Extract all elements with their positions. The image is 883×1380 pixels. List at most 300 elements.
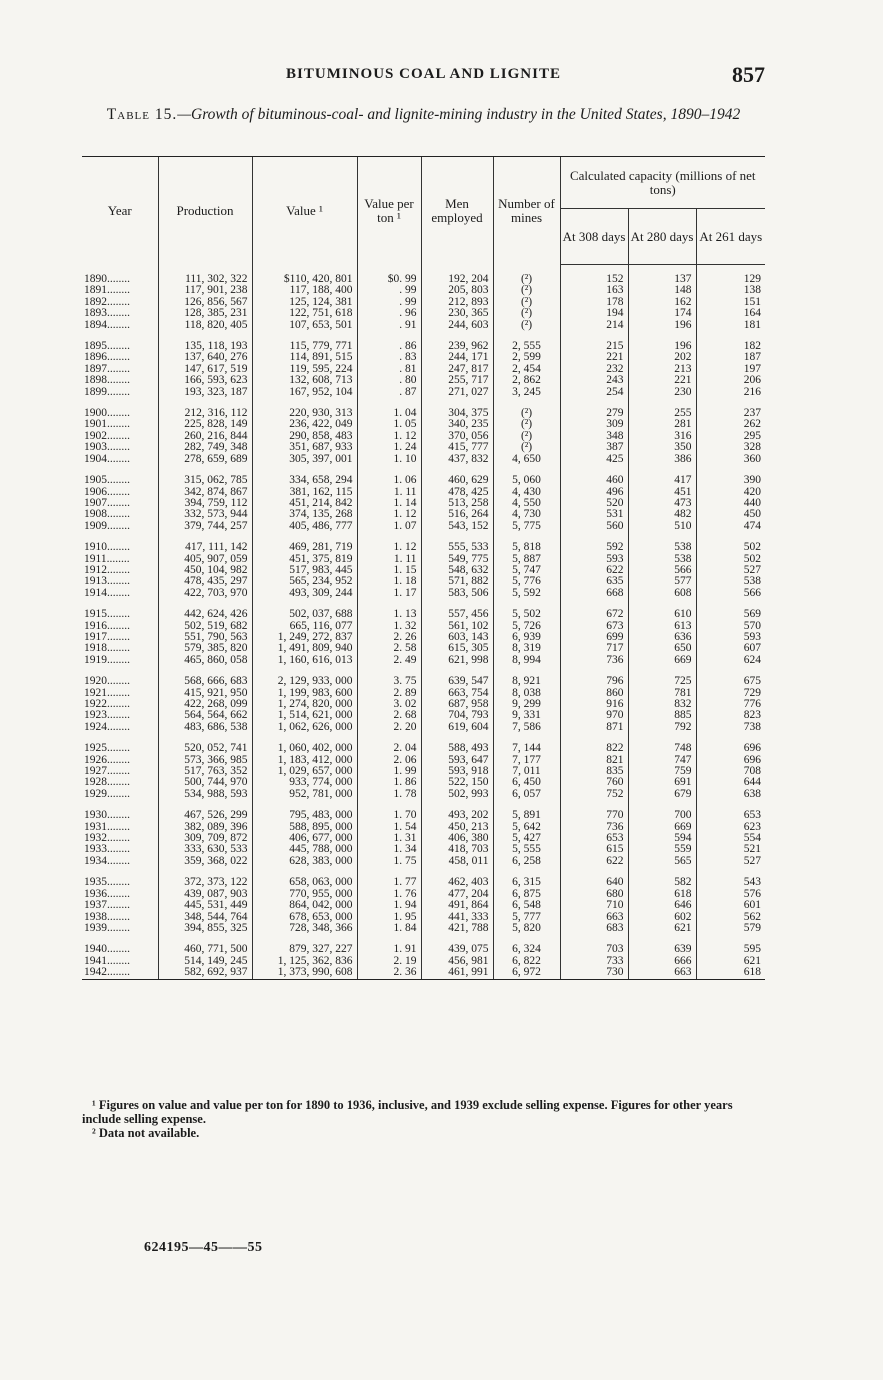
cell-production: 379, 744, 257: [158, 521, 252, 532]
year-label: 1909: [84, 520, 107, 532]
cell-number-of-mines: 6, 057: [493, 789, 560, 800]
spacer-cell: [82, 265, 158, 275]
year-label: 1913: [84, 576, 107, 588]
gap-cell: [696, 465, 765, 475]
cell-year: [82, 419, 158, 430]
table-row: [82, 408, 765, 419]
cell-number-of-mines: 4, 650: [493, 454, 560, 465]
cell-at-280-days: 316: [628, 431, 696, 442]
cell-at-308-days: 215: [560, 341, 628, 352]
year-label: 1899: [84, 386, 107, 398]
cell-value-per-ton: 2. 26: [357, 632, 421, 643]
cell-production: 467, 526, 299: [158, 810, 252, 821]
cell-production: 520, 052, 741: [158, 743, 252, 754]
cell-year: [82, 755, 158, 766]
cell-at-308-days: 460: [560, 475, 628, 486]
cell-men-employed: 615, 305: [421, 643, 493, 654]
leader-dots: ........: [107, 408, 130, 420]
cell-at-308-days: 593: [560, 554, 628, 565]
cell-at-308-days: 752: [560, 789, 628, 800]
cell-value-per-ton: . 99: [357, 297, 421, 308]
table-title: —Growth of bituminous-coal- and lignite-mining industry in the United States, 1890–1942: [177, 106, 741, 123]
leader-dots: ........: [107, 955, 130, 967]
cell-value-per-ton: 1. 04: [357, 408, 421, 419]
gap-cell: [493, 331, 560, 341]
cell-at-261-days: 295: [696, 431, 765, 442]
cell-men-employed: 406, 380: [421, 833, 493, 844]
year-label: 1895: [84, 341, 107, 353]
cell-at-308-days: 560: [560, 521, 628, 532]
cell-at-308-days: 348: [560, 431, 628, 442]
cell-value: 305, 397, 001: [252, 454, 357, 465]
cell-number-of-mines: 6, 972: [493, 967, 560, 980]
cell-year: [82, 320, 158, 331]
cell-number-of-mines: 5, 592: [493, 588, 560, 599]
cell-year: [82, 944, 158, 955]
cell-at-261-days: 474: [696, 521, 765, 532]
table-row: [82, 833, 765, 844]
cell-number-of-mines: 6, 324: [493, 944, 560, 955]
cell-at-280-days: 691: [628, 777, 696, 788]
cell-men-employed: 593, 918: [421, 766, 493, 777]
gap-cell: [628, 599, 696, 609]
cell-number-of-mines: 6, 822: [493, 956, 560, 967]
cell-year: [82, 810, 158, 821]
cell-value-per-ton: 1. 95: [357, 912, 421, 923]
cell-value-per-ton: 1. 12: [357, 431, 421, 442]
cell-men-employed: 460, 629: [421, 475, 493, 486]
cell-value-per-ton: 1. 17: [357, 588, 421, 599]
cell-at-261-days: 621: [696, 956, 765, 967]
cell-year: [82, 621, 158, 632]
cell-year: [82, 655, 158, 666]
cell-production: 372, 373, 122: [158, 877, 252, 888]
year-label: 1903: [84, 442, 107, 454]
cell-value-per-ton: 2. 36: [357, 967, 421, 980]
cell-men-employed: 421, 788: [421, 923, 493, 934]
cell-production: 348, 544, 764: [158, 912, 252, 923]
table-row: [82, 320, 765, 331]
cell-year: [82, 498, 158, 509]
gap-cell: [357, 599, 421, 609]
cell-at-261-days: 607: [696, 643, 765, 654]
leader-dots: ........: [107, 375, 130, 387]
cell-men-employed: 244, 171: [421, 352, 493, 363]
leader-dots: ........: [107, 888, 130, 900]
cell-production: 465, 860, 058: [158, 655, 252, 666]
cell-year: [82, 833, 158, 844]
year-label: 1940: [84, 944, 107, 956]
cell-number-of-mines: 6, 450: [493, 777, 560, 788]
cell-value: 1, 514, 621, 000: [252, 710, 357, 721]
cell-year: [82, 442, 158, 453]
gap-cell: [82, 934, 158, 944]
cell-men-employed: 340, 235: [421, 419, 493, 430]
cell-number-of-mines: (²): [493, 285, 560, 296]
year-label: 1904: [84, 453, 107, 465]
cell-number-of-mines: 5, 777: [493, 912, 560, 923]
cell-at-308-days: 717: [560, 643, 628, 654]
cell-men-employed: 244, 603: [421, 320, 493, 331]
year-label: 1931: [84, 821, 107, 833]
cell-value: $110, 420, 801: [252, 274, 357, 285]
leader-dots: ........: [107, 754, 130, 766]
cell-at-280-days: 666: [628, 956, 696, 967]
cell-number-of-mines: 3, 245: [493, 387, 560, 398]
cell-at-280-days: 473: [628, 498, 696, 509]
leader-dots: ........: [107, 922, 130, 934]
running-head: [82, 62, 765, 92]
cell-men-employed: 493, 202: [421, 810, 493, 821]
cell-men-employed: 621, 998: [421, 655, 493, 666]
cell-men-employed: 415, 777: [421, 442, 493, 453]
cell-value-per-ton: 2. 06: [357, 755, 421, 766]
gap-cell: [421, 733, 493, 743]
table-row: [82, 308, 765, 319]
cell-number-of-mines: 7, 144: [493, 743, 560, 754]
cell-at-280-days: 386: [628, 454, 696, 465]
year-label: 1933: [84, 844, 107, 856]
table-row: [82, 609, 765, 620]
cell-value-per-ton: 1. 12: [357, 509, 421, 520]
gap-cell: [628, 532, 696, 542]
cell-at-261-days: 138: [696, 285, 765, 296]
cell-men-employed: 513, 258: [421, 498, 493, 509]
cell-at-280-days: 221: [628, 375, 696, 386]
cell-production: 415, 921, 950: [158, 688, 252, 699]
gap-cell: [560, 733, 628, 743]
gap-cell: [560, 532, 628, 542]
cell-men-employed: 205, 803: [421, 285, 493, 296]
cell-year: [82, 487, 158, 498]
gap-cell: [628, 733, 696, 743]
cell-value-per-ton: 3. 02: [357, 699, 421, 710]
cell-at-308-days: 254: [560, 387, 628, 398]
table-row: [82, 498, 765, 509]
cell-year: [82, 431, 158, 442]
cell-value: 117, 188, 400: [252, 285, 357, 296]
leader-dots: ........: [107, 699, 130, 710]
leader-dots: ........: [107, 620, 130, 632]
cell-value-per-ton: 1. 94: [357, 900, 421, 911]
cell-at-308-days: 668: [560, 588, 628, 599]
table-row: [82, 956, 765, 967]
gap-cell: [421, 465, 493, 475]
gap-cell: [560, 465, 628, 475]
leader-dots: ........: [107, 576, 130, 588]
gap-cell: [82, 532, 158, 542]
cell-production: 582, 692, 937: [158, 967, 252, 980]
cell-production: 500, 744, 970: [158, 777, 252, 788]
table-body: [82, 265, 765, 980]
spacer-cell: [357, 265, 421, 275]
cell-at-280-days: 781: [628, 688, 696, 699]
table-row: [82, 777, 765, 788]
cell-year: [82, 554, 158, 565]
table-row: [82, 419, 765, 430]
cell-production: 333, 630, 533: [158, 844, 252, 855]
group-gap-row: [82, 800, 765, 810]
gap-cell: [252, 666, 357, 676]
cell-value-per-ton: . 83: [357, 352, 421, 363]
cell-at-280-days: 196: [628, 341, 696, 352]
cell-production: 417, 111, 142: [158, 542, 252, 553]
cell-men-employed: 450, 213: [421, 822, 493, 833]
gap-cell: [357, 934, 421, 944]
year-label: 1929: [84, 788, 107, 800]
gap-cell: [560, 800, 628, 810]
cell-year: [82, 588, 158, 599]
cell-at-261-days: 237: [696, 408, 765, 419]
year-label: 1890: [84, 274, 107, 285]
table-row: [82, 352, 765, 363]
spacer-cell: [696, 265, 765, 275]
cell-at-261-days: 164: [696, 308, 765, 319]
cell-men-employed: 462, 403: [421, 877, 493, 888]
cell-men-employed: 639, 547: [421, 676, 493, 687]
cell-value-per-ton: 1. 05: [357, 419, 421, 430]
cell-men-employed: 491, 864: [421, 900, 493, 911]
cell-value: 1, 029, 657, 000: [252, 766, 357, 777]
gap-cell: [252, 398, 357, 408]
cell-value: 119, 595, 224: [252, 364, 357, 375]
cell-at-280-days: 700: [628, 810, 696, 821]
year-label: 1936: [84, 888, 107, 900]
gap-cell: [696, 532, 765, 542]
cell-year: [82, 308, 158, 319]
cell-value: 236, 422, 049: [252, 419, 357, 430]
group-gap-row: [82, 532, 765, 542]
table-row: [82, 475, 765, 486]
cell-at-308-days: 796: [560, 676, 628, 687]
gap-cell: [82, 733, 158, 743]
cell-at-261-days: 206: [696, 375, 765, 386]
cell-number-of-mines: 8, 921: [493, 676, 560, 687]
cell-at-308-days: 622: [560, 565, 628, 576]
cell-at-261-days: 450: [696, 509, 765, 520]
cell-value-per-ton: 1. 31: [357, 833, 421, 844]
cell-at-308-days: 672: [560, 609, 628, 620]
cell-at-308-days: 683: [560, 923, 628, 934]
cell-at-261-days: 623: [696, 822, 765, 833]
leader-dots: ........: [107, 833, 130, 845]
table-row: [82, 632, 765, 643]
table-row: [82, 576, 765, 587]
gap-cell: [696, 733, 765, 743]
gap-cell: [696, 599, 765, 609]
gap-cell: [493, 666, 560, 676]
gap-cell: [357, 666, 421, 676]
cell-value: 405, 486, 777: [252, 521, 357, 532]
cell-number-of-mines: 4, 430: [493, 487, 560, 498]
cell-number-of-mines: 4, 550: [493, 498, 560, 509]
year-label: 1925: [84, 743, 107, 755]
cell-production: 483, 686, 538: [158, 722, 252, 733]
cell-at-308-days: 309: [560, 419, 628, 430]
group-gap-row: [82, 599, 765, 609]
gap-cell: [628, 800, 696, 810]
cell-year: [82, 699, 158, 710]
cell-value-per-ton: 1. 24: [357, 442, 421, 453]
cell-production: 147, 617, 519: [158, 364, 252, 375]
leader-dots: ........: [107, 609, 130, 621]
cell-at-280-days: 538: [628, 542, 696, 553]
cell-men-employed: 477, 204: [421, 889, 493, 900]
header-production: Production: [158, 157, 252, 265]
table-row: [82, 810, 765, 821]
year-label: 1897: [84, 363, 107, 375]
leader-dots: ........: [107, 631, 130, 643]
cell-men-employed: 571, 882: [421, 576, 493, 587]
cell-number-of-mines: 5, 642: [493, 822, 560, 833]
cell-at-280-days: 650: [628, 643, 696, 654]
cell-value: 658, 063, 000: [252, 877, 357, 888]
cell-at-261-days: 187: [696, 352, 765, 363]
year-label: 1896: [84, 352, 107, 364]
table-row: [82, 285, 765, 296]
gap-cell: [82, 599, 158, 609]
cell-value-per-ton: 1. 70: [357, 810, 421, 821]
cell-at-261-days: 576: [696, 889, 765, 900]
gap-cell: [421, 800, 493, 810]
cell-value: 493, 309, 244: [252, 588, 357, 599]
gap-cell: [252, 599, 357, 609]
year-label: 1917: [84, 631, 107, 643]
cell-value-per-ton: . 87: [357, 387, 421, 398]
year-label: 1941: [84, 955, 107, 967]
cell-production: 405, 907, 059: [158, 554, 252, 565]
cell-at-280-days: 636: [628, 632, 696, 643]
cell-at-261-days: 566: [696, 588, 765, 599]
cell-number-of-mines: 7, 011: [493, 766, 560, 777]
cell-year: [82, 364, 158, 375]
gap-cell: [628, 465, 696, 475]
gap-cell: [82, 666, 158, 676]
cell-production: 564, 564, 662: [158, 710, 252, 721]
cell-value-per-ton: 1. 84: [357, 923, 421, 934]
year-label: 1906: [84, 486, 107, 498]
cell-number-of-mines: 5, 502: [493, 609, 560, 620]
spacer-cell: [252, 265, 357, 275]
cell-production: 568, 666, 683: [158, 676, 252, 687]
cell-year: [82, 789, 158, 800]
cell-at-308-days: 592: [560, 542, 628, 553]
cell-production: 422, 268, 099: [158, 699, 252, 710]
cell-men-employed: 271, 027: [421, 387, 493, 398]
cell-year: [82, 844, 158, 855]
cell-at-261-days: 776: [696, 699, 765, 710]
table-row: [82, 967, 765, 980]
cell-value-per-ton: 1. 99: [357, 766, 421, 777]
table-row: [82, 431, 765, 442]
gap-cell: [158, 800, 252, 810]
cell-at-280-days: 610: [628, 609, 696, 620]
cell-value: 1, 199, 983, 600: [252, 688, 357, 699]
year-label: 1930: [84, 810, 107, 822]
gap-cell: [421, 599, 493, 609]
cell-at-280-days: 621: [628, 923, 696, 934]
cell-number-of-mines: 6, 939: [493, 632, 560, 643]
cell-at-280-days: 417: [628, 475, 696, 486]
year-label: 1922: [84, 699, 107, 710]
year-label: 1926: [84, 754, 107, 766]
leader-dots: ........: [107, 486, 130, 498]
year-label: 1924: [84, 721, 107, 733]
cell-number-of-mines: 7, 177: [493, 755, 560, 766]
cell-men-employed: 555, 533: [421, 542, 493, 553]
cell-number-of-mines: 5, 818: [493, 542, 560, 553]
cell-year: [82, 676, 158, 687]
cell-value: 565, 234, 952: [252, 576, 357, 587]
cell-at-261-days: 440: [696, 498, 765, 509]
cell-production: 166, 593, 623: [158, 375, 252, 386]
gap-cell: [158, 666, 252, 676]
cell-at-280-days: 639: [628, 944, 696, 955]
cell-value-per-ton: 2. 58: [357, 643, 421, 654]
cell-value-per-ton: 1. 18: [357, 576, 421, 587]
cell-year: [82, 777, 158, 788]
table-row: [82, 588, 765, 599]
cell-at-308-days: 736: [560, 822, 628, 833]
table-row: [82, 755, 765, 766]
cell-value: 351, 687, 933: [252, 442, 357, 453]
cell-at-280-days: 679: [628, 789, 696, 800]
cell-value: 1, 491, 809, 940: [252, 643, 357, 654]
cell-value-per-ton: 1. 07: [357, 521, 421, 532]
cell-value: 952, 781, 000: [252, 789, 357, 800]
gap-cell: [696, 331, 765, 341]
leader-dots: ........: [107, 676, 130, 688]
cell-value-per-ton: 1. 86: [357, 777, 421, 788]
year-label: 1915: [84, 609, 107, 621]
cell-production: 118, 820, 405: [158, 320, 252, 331]
cell-at-261-days: 181: [696, 320, 765, 331]
gap-cell: [252, 800, 357, 810]
cell-production: 450, 104, 982: [158, 565, 252, 576]
gap-cell: [252, 934, 357, 944]
year-label: 1914: [84, 587, 107, 599]
cell-number-of-mines: 5, 820: [493, 923, 560, 934]
cell-year: [82, 632, 158, 643]
cell-number-of-mines: 2, 862: [493, 375, 560, 386]
table-row: [82, 889, 765, 900]
spacer-cell: [421, 265, 493, 275]
cell-production: 225, 828, 149: [158, 419, 252, 430]
cell-value-per-ton: 1. 77: [357, 877, 421, 888]
cell-number-of-mines: 5, 726: [493, 621, 560, 632]
leader-dots: ........: [107, 542, 130, 554]
gap-cell: [493, 599, 560, 609]
leader-dots: ........: [107, 419, 130, 431]
cell-value-per-ton: 3. 75: [357, 676, 421, 687]
gap-cell: [252, 465, 357, 475]
cell-value-per-ton: 1. 12: [357, 542, 421, 553]
page-number: 857: [732, 62, 765, 87]
cell-value-per-ton: . 91: [357, 320, 421, 331]
cell-production: 517, 763, 352: [158, 766, 252, 777]
table-row: [82, 565, 765, 576]
year-label: 1938: [84, 911, 107, 923]
cell-production: 534, 988, 593: [158, 789, 252, 800]
cell-at-308-days: 736: [560, 655, 628, 666]
cell-production: 111, 302, 322: [158, 274, 252, 285]
cell-at-308-days: 663: [560, 912, 628, 923]
cell-value: 334, 658, 294: [252, 475, 357, 486]
year-label: 1919: [84, 654, 107, 666]
cell-value: 1, 183, 412, 000: [252, 755, 357, 766]
cell-at-280-days: 566: [628, 565, 696, 576]
cell-number-of-mines: 6, 258: [493, 856, 560, 867]
